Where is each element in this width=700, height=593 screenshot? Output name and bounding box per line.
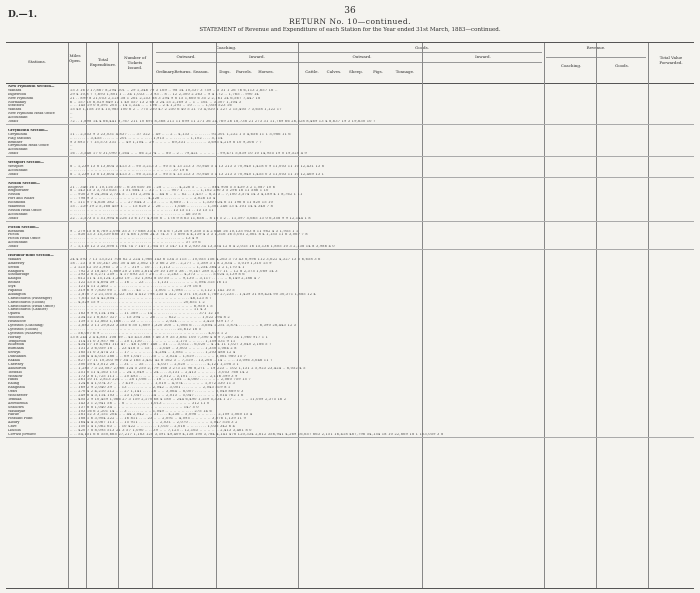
row-values: .. .. 169 2 9 2,040 39 .. .. 13 .. .. .. .. .. .. 2,042 .. 3,001 .. .. .. .. .. 2,043 519 8 1 [70, 386, 231, 390]
row-values: .. .. 612 11 4 15,124 1,263 19 .. 52 1,892 8 10 50 .. .. .. 9,130 .. 3,117 .. .. .. .. 6,149 2,186 4 7 [70, 277, 261, 281]
col-revenue-goods: Goods. [615, 63, 629, 68]
station-name: Totals [8, 245, 19, 249]
station-name: Accountant [8, 116, 28, 120]
row-values: .. .. 830 13 3 15,339 688 37 4 68 1,096 24 3 74 3 7 1 890 4 4,139 4 3 3 1,316 16 5,001 2,061 8 4 1,155 11 6 3,067 7 8 [70, 233, 308, 237]
col-total-expenditure: Total Expenditure. [89, 57, 117, 67]
station-name: Addington [8, 292, 26, 296]
row-values: .. .. 4,529 15 9 .. .. .. .. .. .. .. .. .. .. .. .. .. .. .. .. .. .. .. .. 20,651 1 2 [70, 300, 205, 304]
row-values: .. .. 249 8 4 3,114 103 .. .. 23 1,047 .. .. 24 .. .. 2,013 .. 5,047 .. .. .. .. .. 3,014 762 1 6 [70, 394, 244, 398]
station-name: Christchurch (Cashier) [8, 308, 48, 312]
station-name: Nelson [8, 193, 21, 197]
station-name: New Plymouth Section— [8, 85, 55, 88]
col-miles: Miles Open. [68, 53, 82, 63]
row-values: .. .. 124 6 4 1,074 37 .. .. 7 419 .. .. .. .. .. 1,010 .. 4,074 .. .. .. .. .. 1,072 330 11 3 [70, 382, 236, 386]
row-values: .. .. .. .. .. .. .. .. .. .. .. .. .. .. .. .. .. .. .. .. .. .. .. .. .. .. .. .. 46 10 8 [70, 212, 201, 216]
col-goods-outward: Outward. [352, 54, 372, 59]
row-values: .. .. 188 1 6 3,904 222 .. .. 16 811 .. .. 23 .. .. 2,091 .. 4,095 .. .. .. .. .. 3,076 1,139 11 9 [70, 417, 247, 421]
row-values: 9 .. 279 15 8 6,769 2,096 35 3 77 668 33 4 70 4 6 7,328 18 9,350 5 4 2 646 16 10,135 953 8 11 982 4 3 1,955 1 1 [70, 229, 299, 233]
row-values: 8 .. 143 15 3 3,753 635 .. 1 51 684 1 .. 32 .. 1 .. .. 907 1 .. .. .. .. 1,102 290 3 5 296 16 11 586 1 10 [70, 189, 269, 193]
col-revenue: Revenue. [586, 45, 606, 50]
col-coaching-outward: Outward. [176, 54, 196, 59]
col-total-value: Total Value Forwarded. [659, 55, 683, 65]
col-horses: Horses. [258, 69, 274, 74]
row-values: .. .. .. .. .. .. .. .. .. .. .. .. .. .. .. .. .. .. .. .. .. .. .. .. .. 37 19 6 [70, 168, 189, 172]
row-values: .. [70, 144, 73, 148]
station-name: Picton Head Office [8, 237, 41, 241]
col-coaching-inward: Inward. [249, 54, 265, 59]
row-values: .. .. 131 2 3 6,059 18 .. .. 23 418 5 .. 15 .. .. 2,049 .. 3,003 .. .. .. .. 1,350 1,064 2 8 [70, 347, 237, 351]
station-name: Chertsey [8, 362, 24, 366]
col-revenue-coaching: Coaching. [560, 63, 582, 68]
row-values: .. .. .. .. .. .. .. .. .. .. .. .. .. .. .. .. .. .. .. .. .. .. .. .. .. 13 15 11 .. 13 15 11 [70, 208, 214, 212]
section-code: D.—1. [8, 10, 38, 20]
row-values: .. .. 261 10 11 2,813 224 .. .. 28 1,006 .. .. 18 .. .. 2,161 .. 4,080 .. .. .. .. .. 2,060 759 15 7 [70, 378, 251, 382]
station-name: Accountant [8, 212, 28, 216]
row-values: 7 .. 1,110 12 3 22,098 1,704 74 7 147 1,764 57 3 147 11 8 2,930 34 13,534 12 8 4 2,015 16 15,136 1,805 10 3 2,138 14 8 3,986 4 0 [70, 245, 335, 249]
row-values: .. .. 434 17 10 4,961 115 47 .. 46 1,087 146 .. 51 .. .. 3,012 .. 6,020 .. 4 34 11 1,027 3,040 2,186 5 7 [70, 343, 272, 347]
row-values: .. .. 270 4 2 4,210 212 .. .. 27 1,141 .. .. 26 .. .. 3,064 .. 8,007 .. .. .. .. .. 5,040 889 0 3 [70, 390, 244, 394]
row-values: 11 .. 2,553 9 3 23,031 4,837 .. .. 37 322 .. 49 .. .. 2 .. 4,133 .. .. .. .. .. 91,301 1,232 1 5 4,656 11 1 5,986 11 6 [70, 132, 291, 136]
station-name: Wakefield [8, 205, 25, 209]
station-name: Belgrove [8, 185, 24, 189]
row-values: .. .. 114 11 0 3,957 96 .. .. 20 1,130 .. .. .. .. .. .. .. .. 2,175 .. .. .. .. 1,159 531 9 11 [70, 339, 236, 343]
row-values: 18 .. 231 5 8 10,347 267 30 4 46 2,062 17 3 86 2 29 .. 2,277 .. 1,389 3 1 8 2,034 .. 5,019 1,310 15 9 [70, 261, 272, 265]
row-values: .. .. 798 9 3 .. .. .. .. .. .. .. .. .. .. .. .. .. 4,226 .. .. .. .. .. .. .. .. 2,026 15 4 [70, 197, 216, 201]
row-values: .. .. 281 12 3 3,151 204 .. .. 44 2,042 .. .. 31 .. .. 4,236 .. 5,098 .. .. .. .. .. 2,109 1,060 15 4 [70, 413, 253, 417]
station-name: Greymouth [8, 132, 28, 136]
station-name: Sefton [8, 265, 20, 269]
row-values: .. .. 251 0 11 4,163 173 .. .. 24 1,049 .. .. 24 .. .. 3,131 .. 2,413 .. .. .. .. .. 3,053 768 14 2 [70, 370, 249, 374]
row-values: 13 8 244 2 4 4,801 108 69 .. 45 413 368 7 46 3 9 35 3,681 100 7,390 4 8 9 7,260 34 1,960 917 1 1 [70, 335, 269, 339]
row-values: 9 .. 111 9 7 4,636 382 .. .. .. 27 844 3 .. 33 .. .. .. 5,880 .. 1 .. .. .. 1,330 624 6 11 196 8 11 820 15 10 [70, 201, 274, 205]
station-name: Lincoln [8, 429, 21, 433]
row-values: 72 .. 1,898 14 4 66,441 8,767 211 10 695 8,368 211 11 699 11 271 36 24,769 26 18,738 21 273 31 11,769 66 26,528 8,469 13 4 8,637 19 3 19,630 10 7 [70, 120, 376, 124]
station-name: Totals [8, 152, 19, 156]
station-name: Carried forward [8, 432, 36, 436]
station-name: Richmond [8, 201, 26, 205]
station-name: Blenheim [8, 229, 25, 233]
station-name: Belfast [8, 281, 20, 285]
station-name: Dunsandel [8, 355, 27, 359]
station-name: Port and Wharf [8, 197, 35, 201]
page-number: 36 [344, 6, 356, 16]
row-values: .. .. 2,682 3 11 29,823 3,185 6 50 1,809 1,320 300 .. 1,006 6 .. .. 3,604 1,251 3,874 .. .. .. .. .. 6,390 28,443 12 3 [70, 323, 297, 327]
station-name: Hornby [8, 335, 21, 339]
row-values: 22 .. 2,573 5 1 51,994 6,226 13 6 177 4,950 8 .. 178 9 8 63 11,658 .. 8 16 5 2 .. 11,597 5,665 13 0 6,358 9 9 12,144 1 8 [70, 216, 311, 220]
station-name: Albury [8, 421, 20, 425]
station-name: Westport [8, 165, 24, 169]
station-name: Waitara [8, 88, 22, 92]
col-goods-inward: Inward. [475, 54, 491, 59]
station-name: Flag Stations [8, 136, 31, 140]
row-values: .. [70, 116, 73, 120]
station-name: Rangiora [8, 269, 24, 273]
row-values: .. .. 7,051 13 4 42,804 .. .. .. .. .. .. .. .. .. .. .. .. .. .. .. .. .. .. 46,123 8 7 [70, 296, 212, 300]
station-name: Pleasant Point [8, 417, 33, 421]
station-name: Nelson Head Office [8, 208, 42, 212]
station-name: Greymouth Head Office [8, 144, 49, 148]
station-name: Hinds [8, 378, 19, 382]
station-name: Nelson Section— [8, 181, 41, 185]
row-values: .. [70, 112, 73, 116]
station-name: Accountant [8, 241, 28, 245]
station-name: Woolston [8, 316, 24, 320]
station-name: Accountant [8, 148, 28, 152]
station-name: Totals [8, 216, 19, 220]
row-values: .. .. .. .. .. .. .. .. .. .. .. .. .. .. .. .. .. .. .. .. .. .. .. .. .. .. .. .. .. .. 11 4 3 [70, 308, 207, 312]
row-values: .. .. 164 4 4 3,067 111 .. .. 15 911 .. .. .. .. .. 2,031 .. 2,070 .. .. .. .. .. 1,047 516 3 2 [70, 421, 238, 425]
row-values: .. .. 792 2 3 18,457 1,869 20 2 156 2,614 29 10 139 5 38 .. 9,147 289 5,277 11 .. 12 8 2,375 1,089 14 3 [70, 269, 278, 273]
row-values: 21 .. 899 8 21,053 2,128 38 1 261 2,253 88 3 294 9 8 15 1,660 6 35 2 2,161 24 6,567 7,447 18 [70, 96, 261, 100]
col-parcels: Parcels. [235, 69, 253, 74]
station-name: Heathcote [8, 320, 26, 324]
station-name: Accountant [8, 168, 28, 172]
station-name: Cave [8, 425, 17, 429]
row-values: .. .. 103 16 6 2,201 14 .. .. 3 .. .. .. .. .. .. 1,049 .. .. .. .. .. .. .. 275 14 6 [70, 409, 212, 413]
station-name: Totals [8, 172, 19, 176]
col-season: Season. [193, 69, 209, 74]
station-name: Normanby [8, 100, 27, 104]
row-values: .. .. 405 2 9 10,459 1,066 27 3 159 2,170 68 4 180 .. 244 6,490 1,159 5,334 1 27 .. .. .. .. 11,009 2,375 16 2 [70, 397, 287, 401]
row-values: 6 .. 157 10 6,029 849 13 1 40 557 13 2 68 3 24 15 2,169 3 .. 1 .. 161 .. 3,307 1,104 3 [70, 100, 242, 104]
station-name: Ashburton [8, 366, 26, 370]
station-name: Amberley [8, 261, 25, 265]
row-values: .. .. .. .. .. .. .. .. .. .. .. .. .. .. .. .. .. .. .. .. .. .. .. .. .. .. 21,612 16 5 [70, 327, 202, 331]
row-values: .. .. 827 17 11 10,303 907 34 2 165 2,433 42 6 162 3 .. 7,319 .. 13,208 .. 14 .. .. .. 13,096 3,046 11 7 [70, 359, 273, 362]
row-values: .. .. .. .. .. .. .. .. .. .. .. .. .. .. .. .. .. .. .. .. .. .. .. .. .. .. .. .. .. .. 6,950 1 5 [70, 304, 213, 308]
station-name: Papanui [8, 288, 22, 292]
station-name: Kaiapoi [8, 277, 21, 281]
col-sheep: Sheep. [349, 69, 363, 74]
col-ordinary: Ordinary. [156, 69, 175, 74]
row-values: .. .. .. .. .. 3,455 .. .. .. .. 201 .. .. .. .. .. .. 1,915 .. .. .. .. .. .. 1,102 .. .. 5,114 [70, 136, 223, 140]
station-name: Lyttelton (Wharves) [8, 331, 43, 335]
station-name: Greymouth Section— [8, 128, 48, 132]
revenue-expenditure-table [6, 42, 694, 589]
station-name: Rolleston [8, 343, 25, 347]
station-name: Seadown [8, 405, 24, 409]
station-name: Opawa [8, 312, 20, 316]
station-name: Orari [8, 390, 18, 394]
row-values: .. .. 293 2 8 5,271 259 .. 4 17 693 23 7 26 .. 3 .. 2,263 .. 4,373 .. .. .. .. 5,024 1,139 8 6 [70, 273, 245, 277]
station-name: Temuka [8, 397, 22, 401]
station-name: Southbridge [8, 273, 30, 277]
station-name: Templeton [8, 339, 27, 343]
row-values: .. .. 2,870 7 2 21,105 3,323 183 4 412 798 235 4 322 74 371 10,326 1,789 27,235 .. 1,439 31 89,424 90 30,371 1,885 12 4 [70, 292, 316, 296]
row-values: .. .. 1,285 7 3 23,087 2,066 124 5 250 2,179 166 3 273 21 96 8,271 .. 19,223 .. 102 1,131 2 5,923 23,424 .. 8,052 4 5 [70, 366, 306, 370]
row-values: 15 3 16 0 17,867 8,294 201 .. 29 1,346 79 3 169 .. 98 14 10,337 3 759 .. 5 31 1 26 76 6,113 2,657 16 .. [70, 88, 278, 92]
station-name: Brightwater [8, 189, 29, 193]
row-values: .. [70, 148, 73, 152]
row-values: .. .. 121 4 11 2,463 .. .. .. .. .. .. .. .. .. .. .. .. .. .. .. .. .. .. 279 16 8 [70, 285, 202, 289]
row-values: 8 .. 1,239 13 8 13,604 3,413 3 .. 90 3,213 3 .. 90 5 4 13 213 3 70,940 5 4 13 213 3 70,940 1,418 0 9 11,003 11 10 12,431 13 8 [70, 165, 325, 169]
return-title: RETURN No. 10—continued. [288, 17, 412, 26]
station-name: New Plymouth Head Office [8, 112, 55, 116]
row-values: 8 .. 1,239 13 8 13,604 3,413 3 .. 90 3,213 3 .. 90 5 4 13 213 3 70,940 5 4 13 213 3 70,940 1,455 0 3 11,003 11 10 12,469 13 1 [70, 172, 325, 176]
col-cattle: Cattle. [305, 69, 319, 74]
station-name: Totals [8, 120, 19, 124]
station-name: Christchurch (Goods) [8, 300, 45, 304]
station-name: Rangitata [8, 386, 25, 390]
row-values: .. .. .. .. .. .. .. .. .. .. .. .. .. .. .. .. .. .. .. .. .. .. .. .. .. .. .. .. 13 4 9 [70, 237, 199, 241]
totals-row [6, 433, 694, 438]
row-values: .. .. 139 1 1 12,863 1,168 .. .. 23 .. .. .. .. .. .. .. 2,024 .. .. .. .. .. .. 2,425 939 17 7 [70, 320, 234, 324]
table-body [6, 85, 694, 438]
station-name: Christchurch (Head Office) [8, 304, 55, 308]
row-values: .. .. 234 12 1 6,637 327 .. .. 15 394 .. .. 26 .. .. .. 822 .. .. .. .. .. .. 1,022 394 8 2 [70, 316, 230, 320]
col-pigs: Pigs. [373, 69, 383, 74]
station-name: Winslow [8, 374, 23, 378]
station-name: Arowhenua [8, 401, 28, 405]
station-name: Picton [8, 233, 19, 237]
col-stations: Stations. [28, 59, 46, 64]
station-name: Styx [8, 285, 16, 289]
col-coaching: Coaching. [215, 45, 237, 50]
row-values: .. .. 143 3 1 2,941 56 .. .. 8 .. .. .. .. .. .. 1,013 .. .. .. .. .. .. .. 312 11 0 [70, 401, 210, 405]
row-values: 9 3 893 7 7 15,573 331 .. .. 49 1,104 .. 29 .. .. .. .. 69,331 .. .. .. .. .. 3,693 4,219 8 10 9,308 7 7 [70, 140, 262, 144]
station-name: Rakaia [8, 359, 20, 362]
statement-subtitle: STATEMENT of Revenue and Expenditure of each Station for the Year ended 31st March, 1883—continued. [199, 27, 501, 33]
row-values: .. .. 173 3 8 1,725 111 .. .. 20 493 .. .. .. .. .. 2,012 .. 3,101 .. .. .. .. .. 2,116 399 3 9 [70, 374, 238, 378]
col-calves: Calves. [326, 69, 342, 74]
station-name: Westport Section— [8, 161, 44, 165]
station-name: Ealing [8, 382, 20, 386]
row-values: .. .. 930 2 9 24,364 2,734 5 .. 101 2,394 4 .. 44 6 .. 1 .. 82 .. 1,437 .. 8,313 .. 7,100 3,574 14 3 4,189 4 1 8,762 1 11 [70, 193, 303, 197]
row-values: .. .. 256 4 4 4,013 286 .. .. 69 1,047 .. .. 35 .. .. 3,024 .. 1,819 .. .. .. .. .. 3,061 980 15 7 [70, 355, 247, 359]
row-values: .. .. 300 19 4 3,012 28 .. .. 31 .. .. 35 .. .. .. 4,037 .. 2,020 .. .. .. .. .. 4,121 1,198 3 1 [70, 362, 239, 366]
station-name: Stratford [8, 104, 24, 108]
row-values: .. .. 56,007 6 9 .. .. .. .. .. .. .. .. .. .. .. .. .. .. .. .. .. .. .. .. .. .. .. .. .. .. 4,075 1 2 [70, 331, 228, 335]
station-name: Washdyke [8, 409, 26, 413]
col-dogs: Dogs. [219, 69, 231, 74]
station-name: Fairlie [8, 413, 20, 417]
station-name: Inglewood [8, 92, 26, 96]
station-name: Waitara [8, 108, 22, 112]
row-values: .. .. 420 7 8 8,095 513 21 3 57 1,090 .. .. 39 .. .. 7,125 .. 12,163 .. .. .. .. .. 2,413 3,461 8 0 [70, 429, 252, 433]
row-values: 24 4 593 7 11 13,521 708 82 2 224 1,966 143 6 134 3 115 .. 10,055 156 4,263 3 73 43 6,996 112 3,622 4,327 13 5 6,658 3 6 [70, 257, 321, 261]
row-values: 21 .. 346 16 1 10,116 300 .. 6 38 650 16 .. 28 .. .. .. .. 4,226 5 .. .. .. .. 864 908 5 5 439 3 2 1,087 10 6 [70, 185, 276, 189]
row-values: 16 .. 3,546 17 0 31,090 5,164 .. .. 86 2,274 .. .. 80 .. 2 .. 79,421 .. .. .. .. .. 99,471 5,839 10 10 14,955 19 0 19,520 4 9 [70, 152, 307, 156]
row-values: .. .. 137 8 8 1,040 34 .. .. .. .. .. .. .. .. .. .. .. .. .. .. .. .. .. 147 5 0 [70, 405, 199, 409]
station-name: Winchester [8, 394, 28, 398]
row-values: .. 2 125 12 10 2,965 .. 3 .. 7 .. 319 .. 10 .. .. 1,113 .. .. .. .. .. .. 1,254 364 2 2 1,170 4 1 [70, 265, 245, 269]
row-values: .. .. 145 19 0 8,591 205 .. 14 1,324 .. .. 196 .. 2 4 1,291 .. 10 .. .. .. 1,058 523 16 [70, 104, 232, 108]
row-values: .. .. 183 9 9 9,114 104 .. .. 11 389 .. .. 14 .. .. .. .. .. .. .. .. .. .. .. 371 12 10 [70, 312, 220, 316]
station-name: Brunner [8, 140, 23, 144]
row-values: .. .. 319 6 9 7,830 90 .. .. 16 .. .. 41 .. .. .. 1,001 .. 1,095 .. .. .. .. 1,112 1,142 10 5 [70, 288, 235, 292]
row-values: .. .. 185 11 0 3,474 21 .. .. 17 .. .. .. .. .. .. 4,284 .. 1,081 .. .. .. .. .. 1,203 488 12 4 [70, 351, 236, 355]
station-name: Waikari [8, 257, 22, 261]
col-tonnage: Tonnage. [395, 69, 415, 74]
row-values: .. .. 150 1 4 1,062 63 .. .. 10 422 .. .. .. .. .. 1,010 .. 2,016 .. .. .. .. .. 1,035 342 6 4 [70, 425, 236, 429]
row-values: .. .. 54,151 6 6 550,665 27,217 1,183 120 3,591 49,409 4,138 190 3,784 4,141 478 120,334 2,612 356,941 4,269 16,657 663 2,151 16,418 487,796 54,154 18 10 22,869 18 1 103,059 3 8 [70, 432, 444, 436]
col-returns: Returns. [174, 69, 192, 74]
station-name: Lyttelton (Coaching) [8, 323, 44, 327]
col-number-of-tickets: Number of Tickets Issued. [124, 55, 146, 70]
station-name: Picton Section— [8, 225, 40, 229]
row-values: .. .. 122 13 5 4,694 39 .. .. 16 .. .. 23 .. .. .. 1,131 .. .. .. .. .. .. 1,094 315 16 11 [70, 281, 228, 285]
station-name: Burnham [8, 347, 24, 351]
station-name: Tinwald [8, 370, 22, 374]
station-name: Hurunui-Bluff Section— [8, 253, 54, 257]
station-name: Selwyn [8, 351, 21, 355]
row-values: 15 40 1,158 10 4 15,985 100 6 2 .. 775 250 47 2 250 6 40 5 21 73 4,020 1 227 2 15,405 7 3,658 1,122 17 [70, 108, 282, 112]
station-name: Lyttelton (Goods) [8, 327, 38, 331]
station-name: Christchurch (Passenger) [8, 296, 52, 300]
row-values: 15 .. 239 19 2 5,168 459 1 .. .. 15 620 2 .. 26 .. .. .. 1,046 .. .. .. .. .. 1,301 246 13 4 101 14 4 348 7 8 [70, 205, 274, 209]
table-header [6, 43, 694, 84]
row-values: 29 4 10,8 7 7,693 1,801 1 .. 34 1,033 .. 3 93 .. 8 .. 12 2,300 2 263 .. 9 4 172 .. 1,765 .. 990 14 [70, 92, 259, 96]
col-goods: Goods. [415, 45, 429, 50]
station-name: New Plymouth [8, 96, 34, 100]
row-values: .. .. .. .. .. .. .. .. .. .. .. .. .. .. .. .. .. .. .. .. .. .. .. .. .. .. .. .. 37 19 6 [70, 241, 201, 245]
